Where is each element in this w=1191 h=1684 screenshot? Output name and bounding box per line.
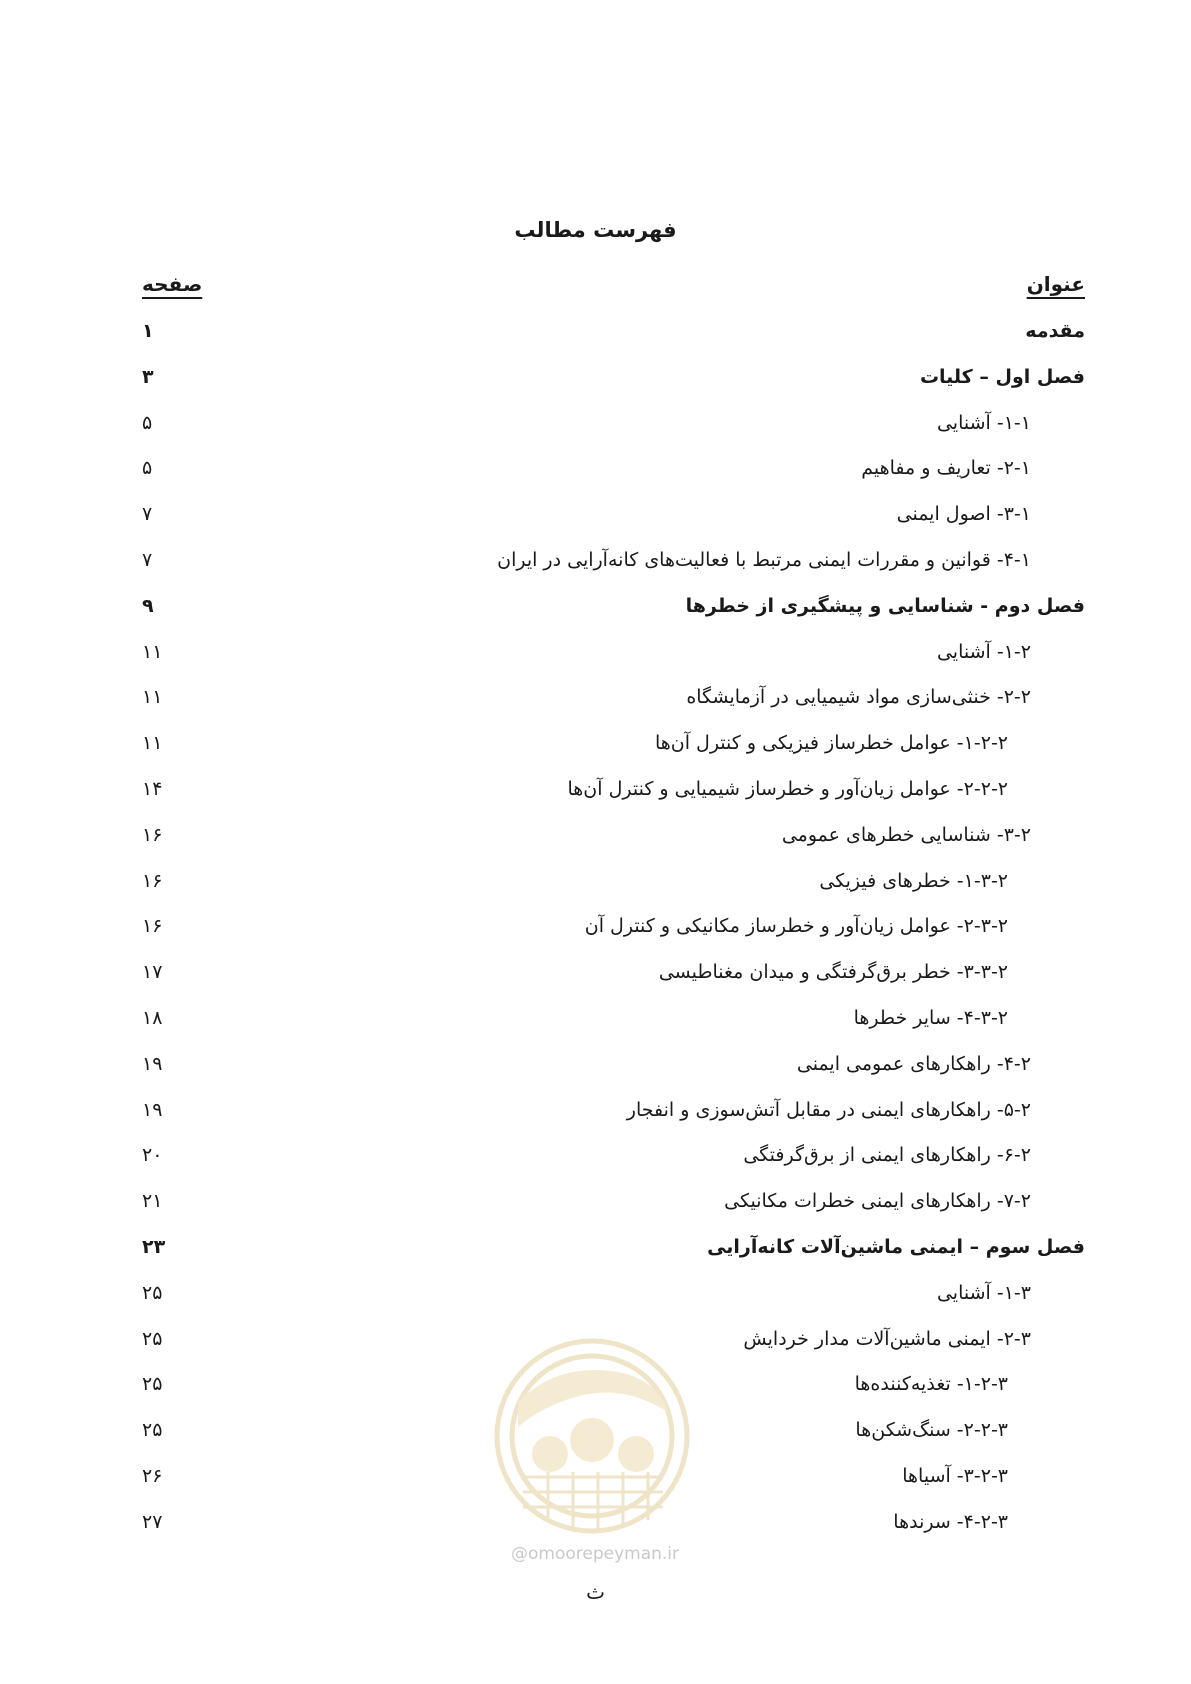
toc-entry-page: ۲۱: [142, 1190, 163, 1213]
toc-entry: [0, 449, 1191, 495]
toc-entry-title: ۴-۲-۳- سرندها: [893, 1510, 1008, 1533]
toc-entry: [0, 404, 1191, 450]
toc-entry-title: ۴-۲- راهکارهای عمومی ایمنی: [796, 1052, 1031, 1075]
toc-entry-page: ۲۵: [142, 1281, 163, 1304]
toc-entry-title: ۱-۳- آشنایی: [936, 1281, 1031, 1304]
toc-entry-page: ۵: [142, 411, 153, 434]
toc-entry-title: ۳-۳-۲- خطر برق‌گرفتگی و میدان مغناطیسی: [658, 961, 1008, 984]
toc-entry-page: ۲۵: [142, 1373, 163, 1396]
toc-entry: [0, 1274, 1191, 1320]
toc-entry-title: ۶-۲- راهکارهای ایمنی از برق‌گرفتگی: [743, 1144, 1031, 1167]
toc-entry-title: ۱-۲-۲- عوامل خطرساز فیزیکی و کنترل آن‌ها: [654, 732, 1008, 755]
toc-entry-title: ۳-۲-۳- آسیاها: [902, 1465, 1008, 1487]
toc-entry-page: ۱۹: [142, 1052, 163, 1075]
toc-entry-title: ۲-۳- ایمنی ماشین‌آلات مدار خردایش: [743, 1327, 1031, 1350]
toc-entry-title: ۴-۱- قوانین و مقررات ایمنی مرتبط با فعالیت‌های کانه‌آرایی در ایران: [497, 549, 1031, 571]
toc-entry-page: ۱۶: [142, 869, 163, 892]
toc-title: فهرست مطالب: [514, 218, 677, 242]
toc-entry: [0, 1182, 1191, 1228]
toc-entry-page: ۷: [142, 549, 153, 571]
toc-entry-title: ۷-۲- راهکارهای ایمنی خطرات مکانیکی: [724, 1190, 1031, 1213]
toc-entry-page: ۱۸: [142, 1007, 163, 1029]
toc-entry-title: مقدمه: [1025, 320, 1085, 342]
toc-entry: [0, 587, 1191, 633]
column-header-page: صفحه: [142, 272, 203, 296]
toc-entry-page: ۵: [142, 457, 153, 480]
toc-entry: [0, 541, 1191, 587]
watermark-logo-icon: [488, 1332, 696, 1542]
toc-entry: [0, 907, 1191, 953]
toc-entry: [0, 1045, 1191, 1091]
toc-entry-page: ۱۱: [142, 686, 163, 709]
toc-entry: [0, 633, 1191, 679]
toc-entry: [0, 862, 1191, 908]
toc-entry-page: ۱۶: [142, 823, 163, 846]
toc-entry-page: ۱: [142, 320, 154, 342]
toc-entry: [0, 678, 1191, 724]
toc-entry-page: ۲۵: [142, 1419, 163, 1442]
toc-entry-title: ۴-۳-۲- سایر خطرها: [853, 1007, 1008, 1029]
toc-entry-page: ۷: [142, 503, 153, 526]
toc-entry-page: ۳: [142, 365, 154, 388]
toc-entry-page: ۲۳: [142, 1236, 166, 1258]
toc-entry-page: ۲۷: [142, 1510, 163, 1533]
page-number: ث: [586, 1580, 605, 1604]
toc-entry-page: ۱۱: [142, 732, 163, 755]
toc-entry: [0, 1136, 1191, 1182]
toc-entry-title: ۲-۳-۲- عوامل زیان‌آور و خطرساز مکانیکی و کنترل آن: [584, 915, 1008, 938]
toc-entry-title: ۲-۲-۲- عوامل زیان‌آور و خطرساز شیمیایی و کنترل آن‌ها: [567, 778, 1008, 800]
toc-entry-page: ۲۶: [142, 1465, 163, 1487]
toc-entry: [0, 999, 1191, 1045]
toc-entry: [0, 312, 1191, 358]
toc-entry-title: فصل دوم - شناسایی و پیشگیری از خطرها: [685, 594, 1085, 617]
toc-entry: [0, 724, 1191, 770]
toc-entry-title: ۳-۱- اصول ایمنی: [896, 503, 1031, 526]
toc-entry-title: ۱-۲-۳- تغذیه‌کننده‌ها: [854, 1373, 1008, 1396]
toc-entry-page: ۹: [142, 594, 154, 617]
toc-entry-page: ۱۴: [142, 778, 163, 800]
column-header-title: عنوان: [1026, 272, 1085, 296]
toc-entry: [0, 1228, 1191, 1274]
toc-entry: [0, 495, 1191, 541]
toc-entry-page: ۱۷: [142, 961, 163, 984]
toc-entry: [0, 358, 1191, 404]
toc-entry-title: ۱-۱- آشنایی: [936, 411, 1031, 434]
toc-entry-title: فصل سوم – ایمنی ماشین‌آلات کانه‌آرایی: [707, 1236, 1085, 1258]
toc-entry: [0, 953, 1191, 999]
toc-entry-title: ۵-۲- راهکارهای ایمنی در مقابل آتش‌سوزی و انفجار: [626, 1098, 1031, 1121]
toc-entry: [0, 770, 1191, 816]
toc-entry-title: فصل اول – کلیات: [919, 365, 1085, 388]
toc-entry-page: ۱۹: [142, 1098, 163, 1121]
toc-entry-page: ۲۵: [142, 1327, 163, 1350]
toc-entry-title: ۱-۳-۲- خطرهای فیزیکی: [819, 869, 1008, 892]
toc-entry-page: ۲۰: [142, 1144, 163, 1167]
toc-entry-title: ۲-۱- تعاریف و مفاهیم: [861, 457, 1031, 480]
toc-entry: [0, 816, 1191, 862]
watermark-site: @omoorepeyman.ir: [510, 1544, 680, 1564]
toc-entry-page: ۱۶: [142, 915, 163, 938]
toc-entry-title: ۲-۲-۳- سنگ‌شکن‌ها: [855, 1419, 1008, 1442]
toc-entry-title: ۱-۲- آشنایی: [936, 640, 1031, 663]
toc-entry-title: ۲-۲- خنثی‌سازی مواد شیمیایی در آزمایشگاه: [686, 686, 1031, 709]
toc-entry: [0, 1091, 1191, 1137]
toc-entry-title: ۳-۲- شناسایی خطرهای عمومی: [781, 823, 1031, 846]
toc-entry-page: ۱۱: [142, 640, 163, 663]
